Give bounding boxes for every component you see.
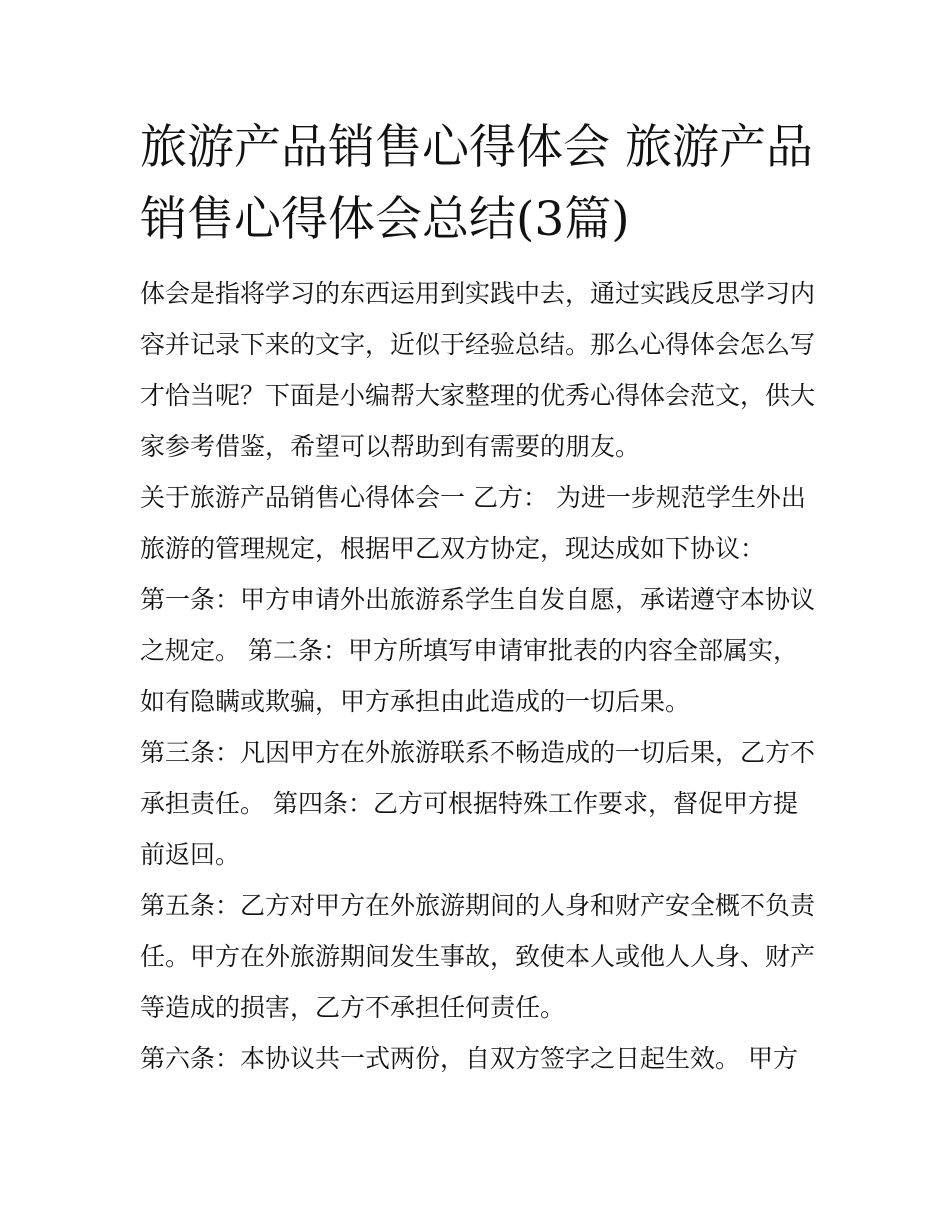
paragraph-article-6: 第六条：本协议共一式两份，自双方签字之日起生效。 甲方 [140,1044,798,1073]
paragraph-article-1-2: 第一条：甲方申请外出旅游系学生自发自愿，承诺遵守本协议之规定。 第二条：甲方所填写申请审批表的内容全部属实，如有隐瞒或欺骗，甲方承担由此造成的一切后果。 [140,585,816,716]
paragraph-intro: 体会是指将学习的东西运用到实践中去，通过实践反思学习内容并记录下来的文字，近似于经验总结。那么心得体会怎么写才恰当呢？下面是小编帮大家整理的优秀心得体会范文，供大家参考借鉴，希望可以帮助到有需要的朋友。 [140,279,816,461]
paragraph-agreement-intro: 关于旅游产品销售心得体会一 乙方： 为进一步规范学生外出旅游的管理规定，根据甲乙双方协定，现达成如下协议： [140,483,806,563]
document-body [140,112,816,1084]
paragraph-article-3-4: 第三条：凡因甲方在外旅游联系不畅造成的一切后果，乙方不承担责任。 第四条：乙方可根据特殊工作要求，督促甲方提前返回。 [140,738,816,869]
document-title: 旅游产品销售心得体会 旅游产品销售心得体会总结(3篇) [140,120,813,247]
paragraph-article-5: 第五条：乙方对甲方在外旅游期间的人身和财产安全概不负责任。甲方在外旅游期间发生事故，致使本人或他人人身、财产等造成的损害，乙方不承担任何责任。 [140,891,816,1022]
